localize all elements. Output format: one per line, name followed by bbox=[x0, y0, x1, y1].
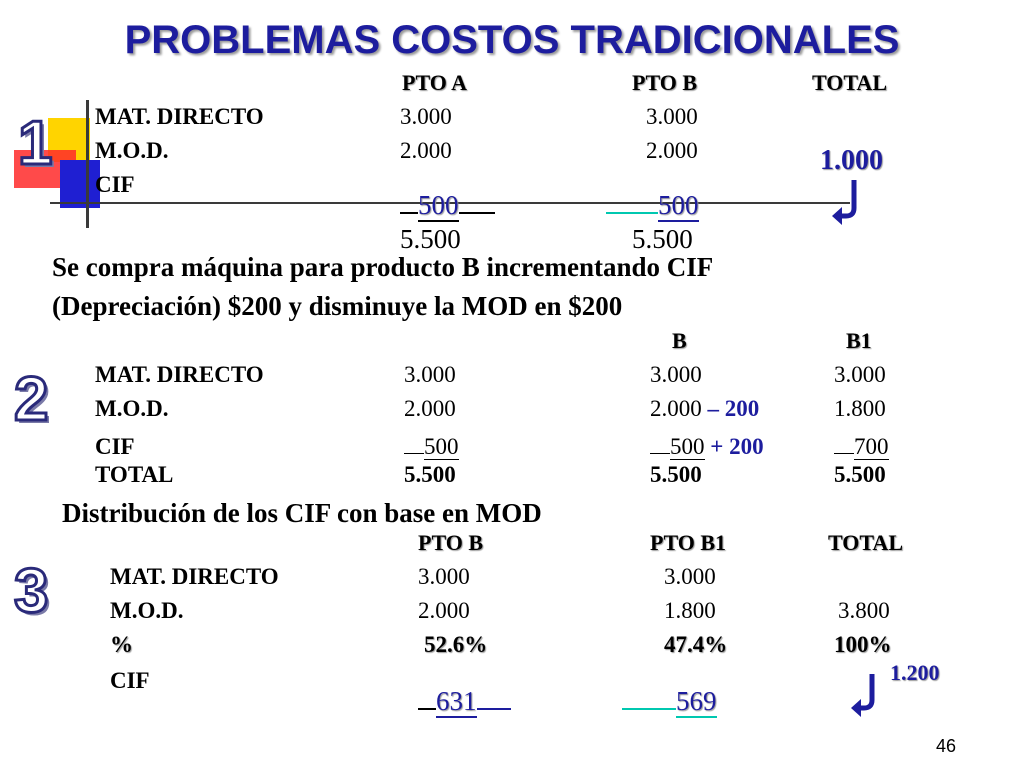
section2-label-mod: M.O.D. bbox=[95, 396, 169, 421]
paragraph-1-line-1: Se compra máquina para producto B incrementando CIF bbox=[52, 252, 714, 282]
step-number-3: 3 bbox=[14, 557, 49, 626]
section2-cif-v2: 500 + 200 bbox=[650, 434, 764, 460]
section1-cif-b: 500 bbox=[606, 190, 699, 221]
section1-mat-directo-a: 3.000 bbox=[400, 104, 452, 129]
section1-total-b: 5.500 bbox=[632, 224, 693, 254]
section2-total-v2: 5.500 bbox=[650, 462, 702, 487]
section1-header-pto-a: PTO A bbox=[402, 70, 468, 95]
section2-total-v3: 5.500 bbox=[834, 462, 886, 487]
section3-label-mod: M.O.D. bbox=[110, 598, 184, 623]
section3-percent-a: 52.6% bbox=[424, 632, 488, 657]
step-number-1: 1 bbox=[18, 109, 53, 178]
section3-cif-b: 569 bbox=[622, 686, 717, 717]
decorative-vertical-line bbox=[86, 100, 89, 228]
section1-mod-a: 2.000 bbox=[400, 138, 452, 163]
section3-label-percent: % bbox=[110, 632, 133, 657]
section2-mod-v3: 1.800 bbox=[834, 396, 886, 421]
step-number-2: 2 bbox=[14, 365, 49, 434]
section1-label-mod: M.O.D. bbox=[95, 138, 169, 163]
paragraph-2: Distribución de los CIF con base en MOD bbox=[62, 498, 542, 528]
section2-total-v1: 5.500 bbox=[404, 462, 456, 487]
section3-percent-b: 47.4% bbox=[664, 632, 728, 657]
section3-percent-total: 100% bbox=[834, 632, 892, 657]
section2-mat-directo-v3: 3.000 bbox=[834, 362, 886, 387]
section1-label-mat-directo: MAT. DIRECTO bbox=[95, 104, 264, 129]
section2-mat-directo-v2: 3.000 bbox=[650, 362, 702, 387]
section2-label-total: TOTAL bbox=[95, 462, 174, 487]
section2-mod-v1: 2.000 bbox=[404, 396, 456, 421]
section1-total-cif: 1.000 bbox=[820, 145, 883, 176]
section1-mod-b: 2.000 bbox=[646, 138, 698, 163]
section1-total-a: 5.500 bbox=[400, 224, 461, 254]
page-title: PROBLEMAS COSTOS TRADICIONALES bbox=[124, 18, 900, 62]
section2-cif-v1: 500 bbox=[404, 434, 459, 460]
section1-header-pto-b: PTO B bbox=[632, 70, 698, 95]
section1-mat-directo-b: 3.000 bbox=[646, 104, 698, 129]
page-number: 46 bbox=[936, 736, 957, 756]
section3-mod-total: 3.800 bbox=[838, 598, 890, 623]
section3-header-pto-b1: PTO B1 bbox=[650, 530, 727, 555]
section3-mat-directo-a: 3.000 bbox=[418, 564, 470, 589]
section3-header-total: TOTAL bbox=[828, 530, 903, 555]
section2-label-mat-directo: MAT. DIRECTO bbox=[95, 362, 264, 387]
section3-label-mat-directo: MAT. DIRECTO bbox=[110, 564, 279, 589]
return-arrow-icon bbox=[850, 672, 882, 718]
section3-header-pto-b: PTO B bbox=[418, 530, 484, 555]
section3-mod-a: 2.000 bbox=[418, 598, 470, 623]
section1-header-total: TOTAL bbox=[812, 70, 887, 95]
section3-mod-b: 1.800 bbox=[664, 598, 716, 623]
section2-mod-v2: 2.000 – 200 bbox=[650, 396, 760, 421]
section2-mod-adjustment: – 200 bbox=[707, 396, 760, 421]
section3-total-cif: 1.200 bbox=[890, 660, 940, 685]
return-arrow-icon bbox=[830, 178, 864, 226]
section2-cif-v3: 700 bbox=[834, 434, 889, 460]
decorative-blue-block bbox=[60, 160, 100, 208]
section2-header-b1: B1 bbox=[846, 328, 872, 353]
section3-cif-a: 631 bbox=[418, 686, 511, 717]
section2-label-cif: CIF bbox=[95, 434, 135, 459]
section2-mat-directo-v1: 3.000 bbox=[404, 362, 456, 387]
section3-label-cif: CIF bbox=[110, 668, 150, 693]
section1-label-cif: CIF bbox=[95, 172, 135, 197]
section1-cif-a: 500 bbox=[400, 190, 495, 221]
section3-mat-directo-b: 3.000 bbox=[664, 564, 716, 589]
section2-header-b: B bbox=[672, 328, 687, 353]
section2-cif-adjustment: + 200 bbox=[710, 434, 764, 459]
paragraph-1-line-2: (Depreciación) $200 y disminuye la MOD en $200 bbox=[52, 291, 623, 321]
